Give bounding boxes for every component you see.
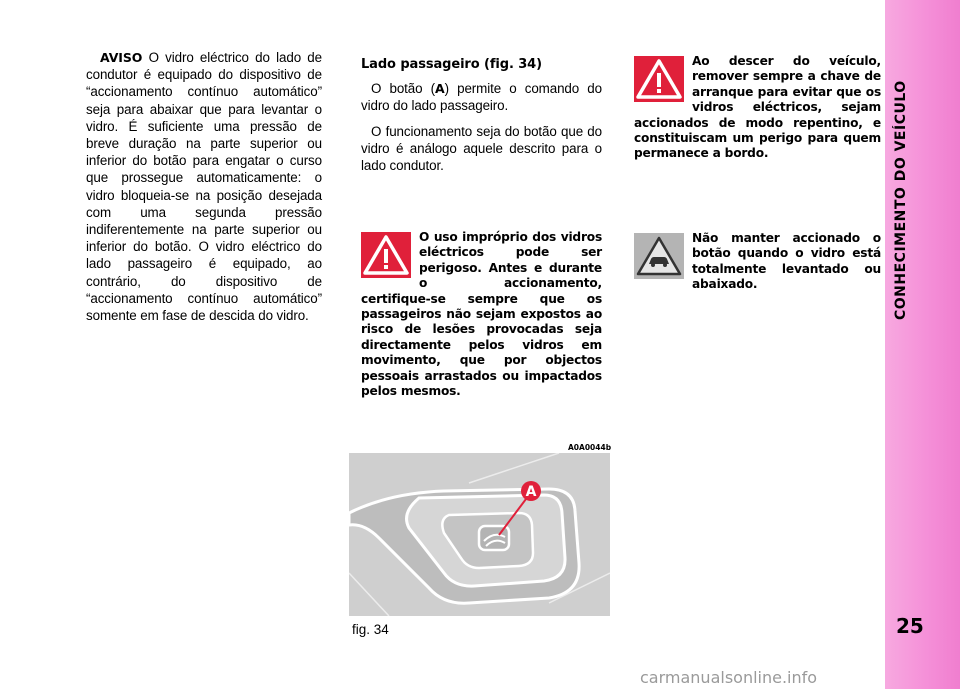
passenger-side-section [361,56,602,182]
section-title: CONHECIMENTO DO VEÍCULO [893,80,909,320]
warning-triangle-icon [634,56,684,102]
aviso-label: AVISO [100,50,143,65]
aviso-paragraph [86,49,322,324]
window-switch-illustration [349,453,610,616]
warning-remove-key-text: Ao descer do veículo, remover sempre a chave de arranque para evitar que os vidros eléctricos, sejam accionados de modo repentino, e constituiscam um perigo para quem permanece a bordo. [634,54,881,161]
passenger-function-paragraph: O funcionamento seja do botão que do vidro é análogo aquele descrito para o lado condutor. [361,123,602,174]
passenger-button-paragraph: O botão (A) permite o comando do vidro do lado passageiro. [361,81,602,114]
callout-a-label: A [525,484,537,500]
page-number: 25 [896,614,924,638]
aviso-text: O vidro eléctrico do lado de condutor é equipado do dispositivo de “accionamento contínuo automático” seja para abaixar que para levantar o vidro. É suficiente uma pressão de breve duração na parte superior ou inferior do botão para engatar o curso que prossegue automaticamente: o vidro bloqueia-se na posição desejada com uma segunda pressão indiferentemente na parte superior ou inferior do botão. O vidro eléctrico do lado passageiro é equipado, ao contrário, do dispositivo de “accionamento contínuo automático” somente em fase de descida do vidro. [86,50,323,324]
button-key-a: A [435,81,445,97]
warning-button-hold-text: Não manter accionado o botão quando o vidro está totalmente levantado ou abaixado. [692,231,881,292]
warning-triangle-icon [361,232,411,278]
figure-caption: fig. 34 [352,622,389,637]
warning-improper-use [361,230,602,399]
watermark: carmanualsonline.info [640,668,818,687]
warning-remove-key [634,54,881,162]
figure-window-switch [349,453,610,616]
warning-button-hold [634,231,881,293]
warning-improper-use-text: O uso impróprio dos vidros eléctricos pode ser perigoso. Antes e durante o accionamento, certifique-se sempre que os passageiros não sejam expostos ao risco de lesões provocadas seja directamente pelos vidros em movimento, que por objectos pessoais arrastados ou impactados pelos mesmos. [361,230,602,399]
car-caution-icon [634,233,684,279]
figure-code: A0A0044b [568,443,612,452]
passenger-side-heading: Lado passageiro (fig. 34) [361,57,542,72]
